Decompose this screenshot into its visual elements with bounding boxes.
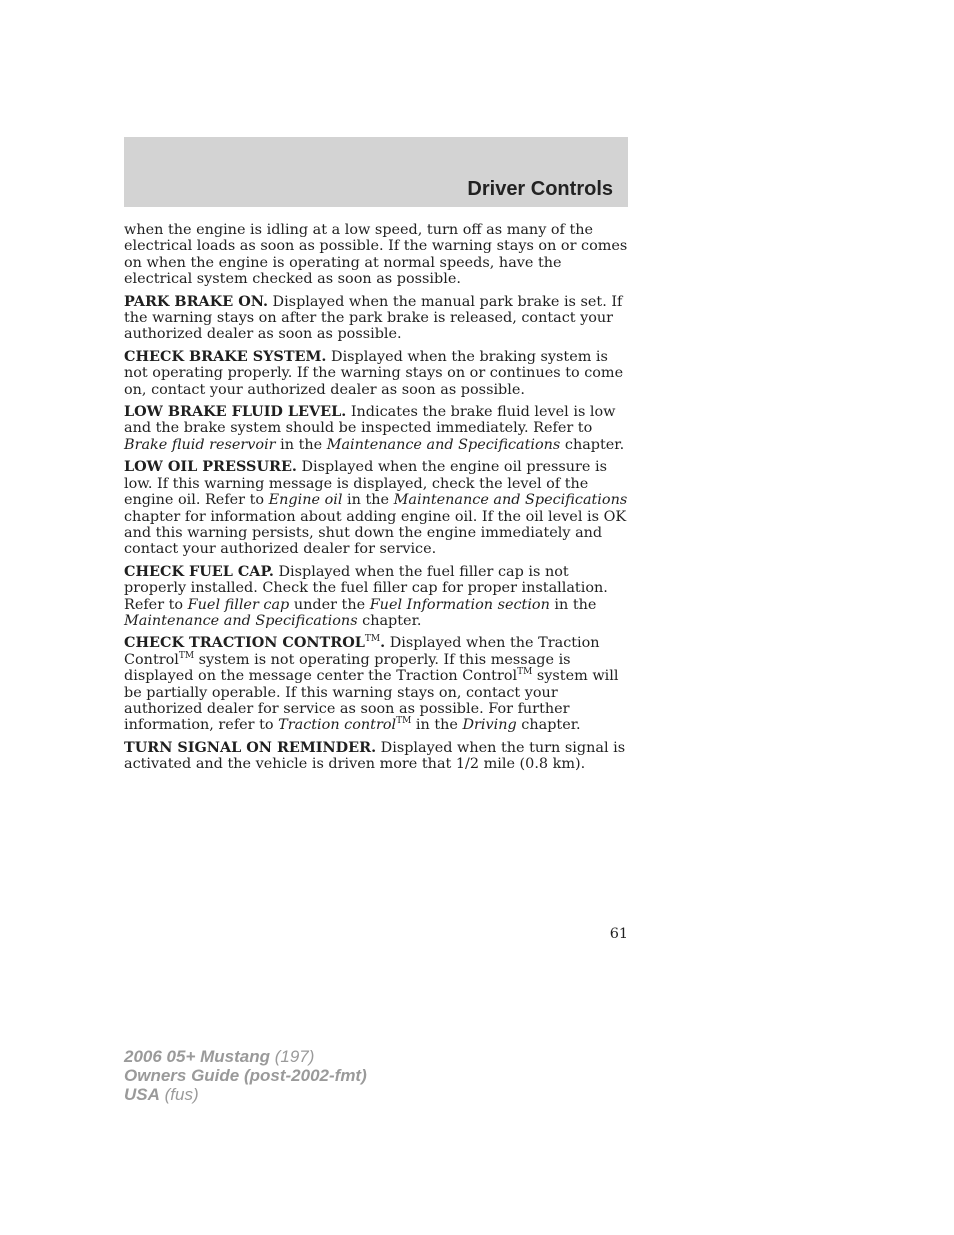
term-heading: CHECK BRAKE SYSTEM. (124, 347, 327, 365)
paragraph (124, 459, 628, 557)
term-heading: . (380, 634, 386, 652)
body-span: system will be partially operable. If this warning stays on, contact your authorized dealer for service as soon as possible. For further information, refer to (124, 668, 619, 734)
section-title: Driver Controls (467, 178, 613, 200)
body-span: system is not operating properly. If this message is displayed on the message center the Traction Control (124, 651, 571, 685)
body-span: in the (275, 436, 327, 453)
body-span: Indicates the brake fluid level is low and the brake system should be inspected immediately. Refer to (124, 404, 616, 437)
paragraph (124, 222, 628, 288)
trademark-mark: TM (396, 716, 412, 727)
paragraph (124, 294, 628, 343)
paragraph (124, 349, 628, 398)
section-header (124, 137, 628, 207)
cross-reference: Driving (462, 717, 517, 734)
body-span: Displayed when the manual park brake is set. If the warning stays on after the park brake is released, contact your authorized dealer as soon as possible. (124, 293, 623, 343)
term-heading: PARK BRAKE ON. (124, 292, 268, 310)
cross-reference: Fuel Information section (369, 596, 550, 613)
body-span: chapter. (560, 436, 625, 453)
cross-reference: Maintenance and Specifications (124, 612, 358, 629)
body-span: Displayed when the braking system is not operating properly. If the warning stays on or continues to come on, contact your authorized dealer as soon as possible. (124, 348, 624, 398)
page-number: 61 (609, 926, 628, 942)
paragraph (124, 740, 628, 773)
cross-reference: Traction control (278, 717, 397, 734)
body-span: chapter. (357, 612, 422, 629)
body-span: in the (549, 596, 597, 613)
body-span: Displayed when the fuel filler cap is not properly installed. Check the fuel filler cap for proper installation. Refer to (124, 563, 608, 613)
body-span: chapter. (516, 717, 581, 734)
footer-metadata (124, 1047, 367, 1104)
term-heading: TURN SIGNAL ON REMINDER. (124, 738, 377, 756)
body-span: Displayed when the turn signal is activated and the vehicle is driven more that 1/2 mile (0.8 km). (124, 739, 626, 773)
body-span: chapter for information about adding engine oil. If the oil level is OK and this warning persists, shut down the engine immediately and contact your authorized dealer for service. (124, 508, 627, 558)
footer-line-1: 2006 05+ Mustang (197) (124, 1047, 315, 1066)
trademark-mark: TM (178, 650, 195, 661)
body-span: in the (411, 717, 463, 734)
body-text (124, 222, 628, 779)
cross-reference: Fuel filler cap (187, 596, 290, 613)
paragraph (124, 404, 628, 453)
paragraph (124, 635, 628, 733)
paragraph (124, 564, 628, 630)
footer-line-3: USA (fus) (124, 1085, 199, 1104)
body-span: Displayed when the engine oil pressure is low. If this warning message is displayed, check the level of the engine oil. Refer to (124, 459, 607, 509)
cross-reference: Maintenance and Specifications (393, 492, 628, 509)
cross-reference: Maintenance and Specifications (326, 436, 561, 453)
term-heading: LOW BRAKE FLUID LEVEL. (124, 403, 347, 421)
body-span: under the (289, 596, 370, 613)
footer-line-2: Owners Guide (post-2002-fmt) (124, 1066, 367, 1085)
body-span: Displayed when the Traction Control (124, 635, 600, 668)
cross-reference: Engine oil (268, 492, 343, 509)
trademark-mark: TM (517, 667, 533, 678)
body-span: in the (342, 492, 394, 509)
term-heading: CHECK TRACTION CONTROL (124, 634, 365, 652)
body-span: when the engine is idling at a low speed, turn off as many of the electrical loads as soon as possible. If the warning stays on or comes on when the engine is operating at normal speeds, have the electrical system checked as soon as possible. (124, 222, 628, 288)
cross-reference: Brake fluid reservoir (124, 436, 276, 453)
trademark-mark: TM (364, 634, 381, 645)
term-heading: CHECK FUEL CAP. (124, 562, 274, 580)
term-heading: LOW OIL PRESSURE. (124, 458, 297, 476)
